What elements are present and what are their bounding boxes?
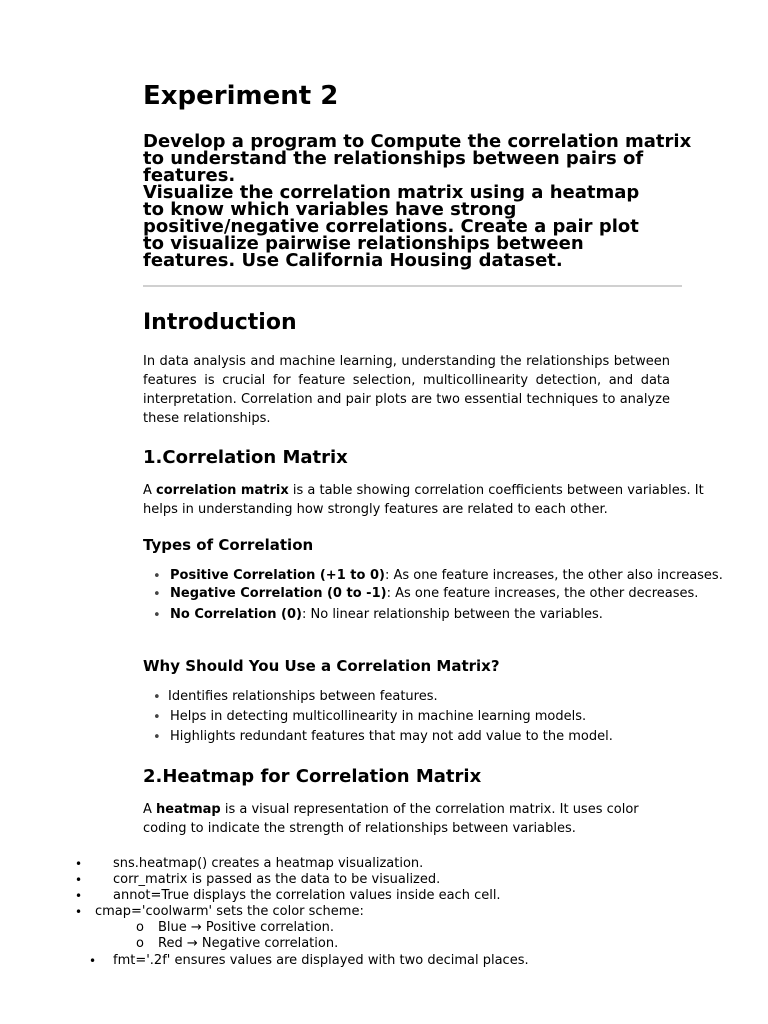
sub-bullet-icon: o [136,936,144,951]
why-list [153,688,723,745]
code-subnote: Blue → Positive correlation. [158,920,335,935]
item-text: Helps in detecting multicollinearity in machine learning models. [170,709,587,724]
list-item [153,585,723,602]
page-title: Experiment 2 [143,81,339,111]
sub-bullet-icon: o [136,920,144,935]
types-list [153,567,723,623]
aim-line: to know which variables have strong [143,199,517,220]
introduction-heading: Introduction [143,310,297,335]
code-subnote: Red → Negative correlation. [158,936,339,951]
text-run: is a table showing correlation coefficients between variables. It helps in understanding how strongly features are related to each other. [143,483,704,517]
bold-term: heatmap [156,802,221,817]
bold-term: Positive Correlation (+1 to 0) [170,568,385,583]
code-note: corr_matrix is passed as the data to be visualized. [113,872,441,887]
section-divider [143,285,682,287]
bullet-icon: • [153,730,161,745]
introduction-text: In data analysis and machine learning, understanding the relationships between features is crucial for feature selection, multicollinearity detection, and data interpretation. Correlation and pair plots are two essential techniques to analyze these relationships. [143,354,670,426]
heatmap-text [143,800,673,838]
code-note: cmap='coolwarm' sets the color scheme: [95,904,364,919]
bullet-icon: • [153,608,161,623]
list-item [153,606,723,623]
aim-line: features. [143,165,236,186]
why-heading: Why Should You Use a Correlation Matrix? [143,657,500,675]
list-item [153,688,723,705]
item-text: : As one feature increases, the other decreases. [386,586,699,601]
bullet-icon: • [153,569,161,584]
list-item [153,708,723,725]
correlation-matrix-heading: 1.Correlation Matrix [143,447,348,468]
aim-line: to understand the relationships between pairs of [143,148,644,169]
bullet-icon: • [75,873,83,887]
bullet-icon: • [75,857,83,871]
bullet-icon: • [89,954,97,968]
bold-term: No Correlation (0) [170,607,302,622]
text-run: A [143,802,157,817]
text-run: is a visual representation of the correlation matrix. It uses color coding to indicate the strength of relationships between variables. [143,802,639,836]
bullet-icon: • [153,587,161,602]
bullet-icon: • [75,889,83,903]
item-text: Identifies relationships between features. [168,689,438,704]
item-text: Highlights redundant features that may not add value to the model. [170,729,613,744]
list-item [153,567,723,584]
bullet-icon: • [153,710,161,725]
bold-term: correlation matrix [156,483,289,498]
correlation-matrix-text [143,481,723,519]
aim-line: to visualize pairwise relationships between [143,233,584,254]
aim-line: Visualize the correlation matrix using a heatmap [143,182,640,203]
bullet-icon: • [153,690,161,705]
item-text: : No linear relationship between the variables. [302,607,603,622]
code-note: sns.heatmap() creates a heatmap visualization. [113,856,424,871]
aim-line: positive/negative correlations. Create a pair plot [143,216,639,237]
bold-term: Negative Correlation (0 to -1) [170,586,387,601]
aim-line: features. Use California Housing dataset. [143,250,563,271]
experiment-aim [143,133,733,269]
list-item [153,728,723,745]
text-run: A [143,483,157,498]
types-heading: Types of Correlation [143,536,314,554]
aim-line: Develop a program to Compute the correlation matrix [143,131,692,152]
item-text: : As one feature increases, the other also increases. [384,568,723,583]
heatmap-heading: 2.Heatmap for Correlation Matrix [143,766,482,787]
code-note: annot=True displays the correlation values inside each cell. [113,888,501,903]
bullet-icon: • [75,905,83,919]
code-note: fmt='.2f' ensures values are displayed with two decimal places. [113,953,529,968]
